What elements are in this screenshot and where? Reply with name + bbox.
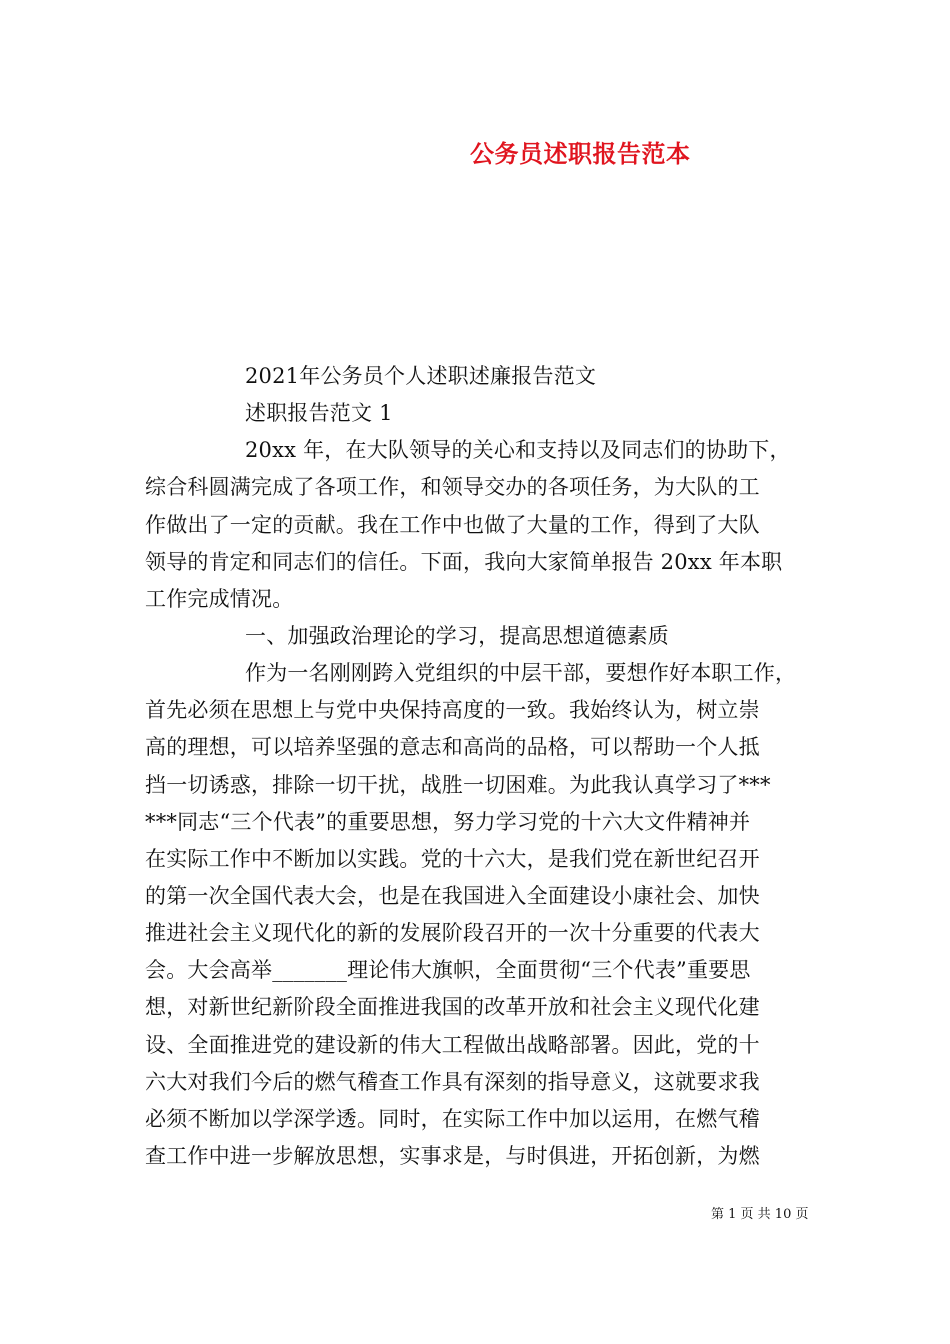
text-line: 一、加强政治理论的学习，提高思想道德素质 (245, 623, 669, 648)
text-line: 查工作中进一步解放思想，实事求是，与时俱进，开拓创新，为燃 (145, 1143, 760, 1168)
text-line: 想，对新世纪新阶段全面推进我国的改革开放和社会主义现代化建 (145, 995, 760, 1020)
text-line: 工作完成情况。 (145, 586, 294, 611)
document-body (145, 358, 810, 1175)
text-line: 2021年公务员个人述职述廉报告范文 (245, 364, 597, 388)
text-line: ***同志“三个代表”的重要思想，努力学习党的十六大文件精神并 (145, 809, 751, 834)
page-footer: 第 1 页 共 10 页 (711, 1207, 809, 1222)
text-line: 设、全面推进党的建设新的伟大工程做出战略部署。因此，党的十 (145, 1032, 760, 1057)
text-line: 六大对我们今后的燃气稽查工作具有深刻的指导意义，这就要求我 (145, 1069, 760, 1094)
text-line: 高的理想，可以培养坚强的意志和高尚的品格，可以帮助一个人抵 (145, 735, 760, 760)
text-line: 推进社会主义现代化的新的发展阶段召开的一次十分重要的代表大 (145, 921, 760, 946)
text-line: 首先必须在思想上与党中央保持高度的一致。我始终认为，树立崇 (145, 698, 760, 723)
text-line: 的第一次全国代表大会，也是在我国进入全面建设小康社会、加快 (145, 883, 760, 908)
text-line: 20xx 年，在大队领导的关心和支持以及同志们的协助下， (245, 438, 791, 463)
text-line: 挡一切诱惑，排除一切干扰，战胜一切困难。为此我认真学习了*** (145, 772, 771, 797)
text-line: 在实际工作中不断加以实践。党的十六大，是我们党在新世纪召开 (145, 846, 760, 871)
text-line: 会。大会高举_______理论伟大旗帜，全面贯彻“三个代表”重要思 (145, 958, 751, 983)
text-line: 综合科圆满完成了各项工作，和领导交办的各项任务，为大队的工 (145, 475, 760, 500)
document-title: 公务员述职报告范本 (470, 139, 691, 168)
text-line: 作做出了一定的贡献。我在工作中也做了大量的工作，得到了大队 (145, 512, 760, 537)
text-line: 必须不断加以学深学透。同时，在实际工作中加以运用，在燃气稽 (145, 1106, 760, 1131)
text-line: 述职报告范文 1 (245, 401, 393, 426)
text-line: 作为一名刚刚跨入党组织的中层干部，要想作好本职工作， (245, 661, 797, 686)
text-line: 领导的肯定和同志们的信任。下面，我向大家简单报告 20xx 年本职 (145, 549, 783, 574)
